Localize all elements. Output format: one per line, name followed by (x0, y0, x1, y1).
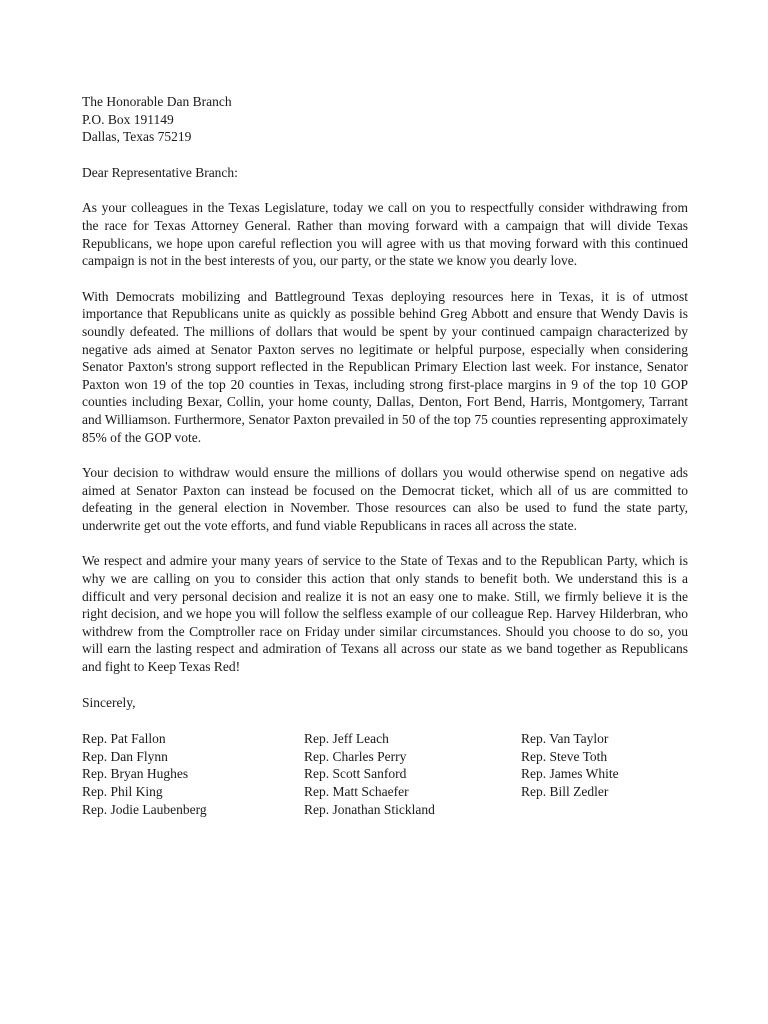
signatory-name: Rep. Steve Toth (521, 748, 608, 764)
signatory-name: Rep. Jeff Leach (304, 731, 389, 747)
signatory-name: Rep. Jonathan Stickland (304, 801, 435, 817)
signatory-name: Rep. Matt Schaefer (304, 784, 409, 799)
signatory-name: Rep. Pat Fallon (82, 731, 166, 747)
signatory-name: Rep. Bryan Hughes (82, 766, 189, 782)
letter-body (82, 199, 688, 675)
address-line-po-box: P.O. Box 191149 (82, 111, 174, 127)
signature-block (82, 730, 688, 822)
closing: Sincerely, (82, 694, 136, 710)
signatory-name: Rep. Bill Zedler (521, 784, 609, 799)
signatory-name: Rep. Jodie Laubenberg (82, 801, 207, 817)
recipient-address (82, 93, 688, 146)
signatory-name: Rep. Charles Perry (304, 748, 407, 764)
body-paragraph-3: Your decision to withdraw would ensure the millions of dollars you would otherwise spend on negative ads aimed at Senator Paxton can instead be focused on the Democrat ticket, which all of us are committed to defeating in the general election in November. Those resources can also be used to fund the state party, underwrite get out the vote efforts, and fund viable Republicans in races all across the state. (82, 465, 688, 533)
address-line-city: Dallas, Texas 75219 (82, 129, 192, 145)
signature-column-2 (304, 730, 435, 818)
signatory-name: Rep. Van Taylor (521, 731, 609, 747)
address-line-name: The Honorable Dan Branch (82, 94, 232, 109)
body-paragraph-1: As your colleagues in the Texas Legislature, today we call on you to respectfully consider withdrawing from the race for Texas Attorney General. Rather than moving forward with a campaign that will divide Texas Republicans, we hope upon careful reflection you will agree with us that moving forward with this continued campaign is not in the best interests of you, our party, or the state we know you dearly love. (82, 200, 688, 269)
signatory-name: Rep. Dan Flynn (82, 748, 168, 764)
signatory-name: Rep. Phil King (82, 784, 163, 799)
letter-page (82, 93, 688, 822)
signature-column-1 (82, 730, 207, 818)
signature-column-3 (521, 730, 619, 800)
signatory-name: Rep. Scott Sanford (304, 766, 407, 782)
body-paragraph-2: With Democrats mobilizing and Battleground Texas deploying resources here in Texas, it is of utmost importance that Republicans unite as quickly as possible behind Greg Abbott and ensure that Wendy Davis is soundly defeated. The millions of dollars that would be spent by your continued campaign characterized by negative ads aimed at Senator Paxton serves no legitimate or helpful purpose, especially when considering Senator Paxton's strong support reflected in the Republican Primary Election last week. For instance, Senator Paxton won 19 of the top 20 counties in Texas, including strong first-place margins in 9 of the top 10 GOP counties including Bexar, Collin, your home county, Dallas, Denton, Fort Bend, Harris, Montgomery, Tarrant and Williamson. Furthermore, Senator Paxton prevailed in 50 of the top 75 counties representing approximately 85% of the GOP vote. (82, 288, 688, 445)
salutation: Dear Representative Branch: (82, 164, 238, 180)
body-paragraph-4: We respect and admire your many years of service to the State of Texas and to the Republican Party, which is why we are calling on you to consider this action that only stands to benefit both. We understand this is a difficult and very personal decision and realize it is not an easy one to make. Still, we firmly believe it is the right decision, and we hope you will follow the selfless example of our colleague Rep. Harvey Hilderbran, who withdrew from the Comptroller race on Friday under similar circumstances. Should you choose to do so, you will earn the lasting respect and admiration of Texans all across our state as we band together as Republicans and fight to Keep Texas Red! (82, 553, 688, 675)
signatory-name: Rep. James White (521, 766, 619, 782)
